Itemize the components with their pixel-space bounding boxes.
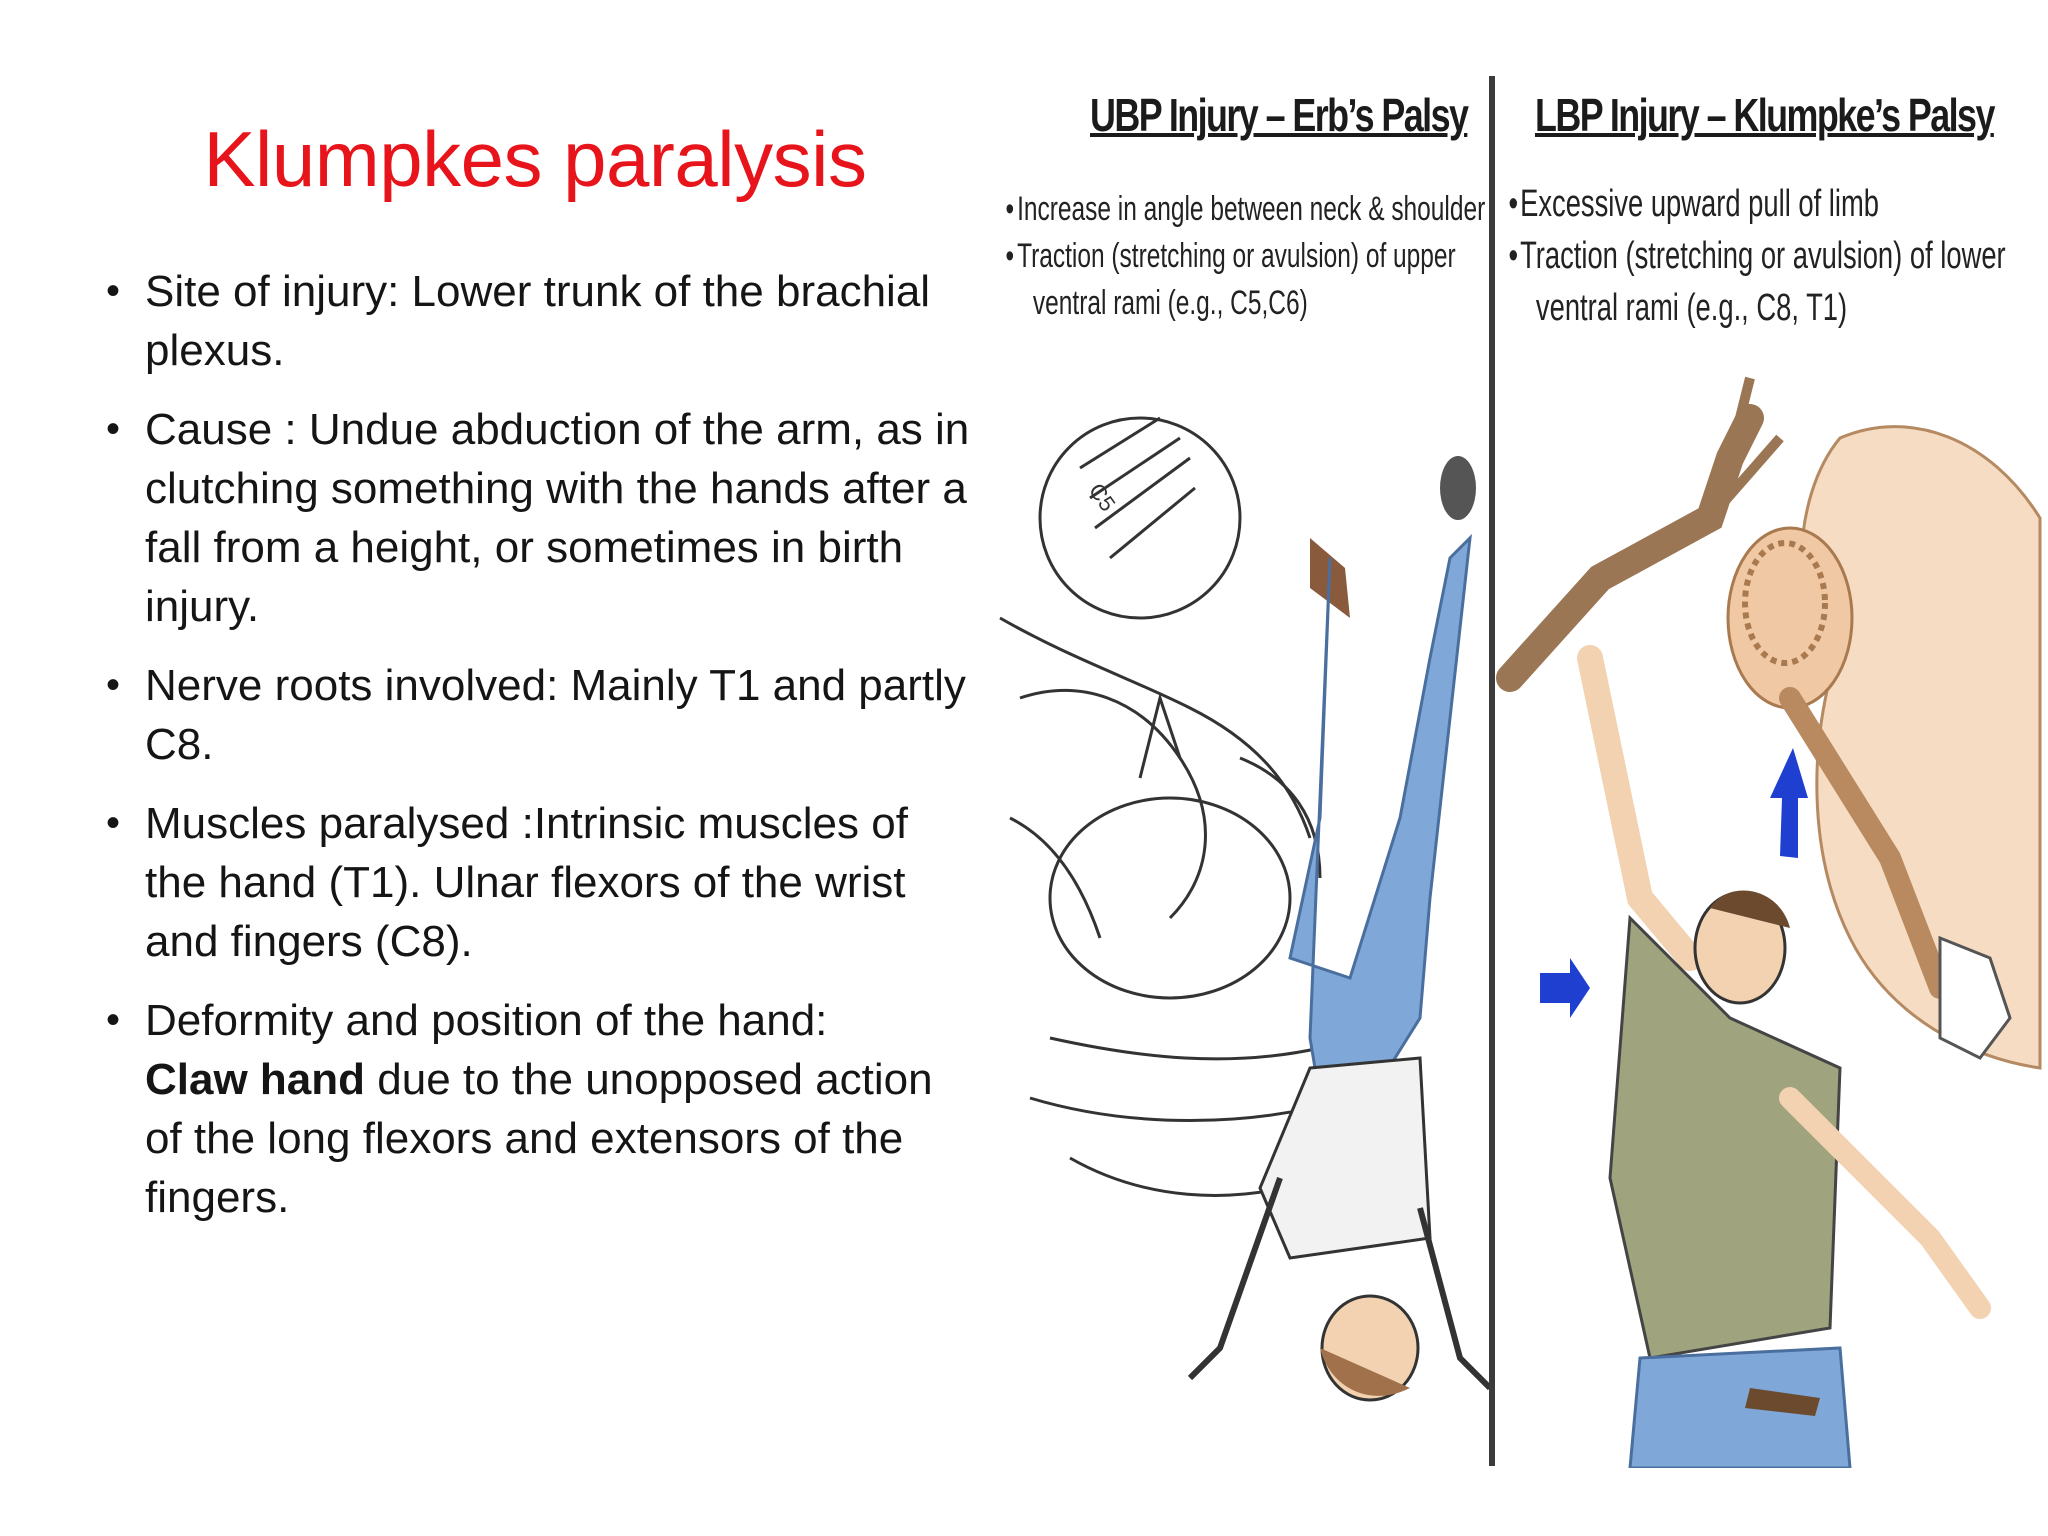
bullet-site-of-injury xyxy=(100,262,970,380)
erb-klumpke-figure xyxy=(990,58,2048,1468)
klumpke-point xyxy=(1510,230,2006,334)
claw-hand-term: Claw hand xyxy=(145,1055,366,1104)
klumpke-point-text: Excessive upward pull of limb xyxy=(1520,183,1879,225)
bullet-marker: • xyxy=(1005,237,1015,275)
panel-divider xyxy=(1489,76,1495,1466)
bullet-text: Deformity and position of the hand: xyxy=(145,996,828,1045)
bullet-deformity xyxy=(100,991,970,1227)
erb-point-text: Traction (stretching or avulsion) of upper xyxy=(1017,237,1456,275)
klumpke-point-text: Traction (stretching or avulsion) of lower xyxy=(1520,235,2006,277)
klumpke-palsy-heading: LBP Injury – Klumpke’s Palsy xyxy=(1535,89,1994,141)
bullet-muscles-paralysed xyxy=(100,794,970,971)
bullet-marker: • xyxy=(1508,235,1519,277)
slide-title: Klumpkes paralysis xyxy=(203,115,867,204)
erb-point xyxy=(1007,233,1485,327)
bullet-text: Muscles paralysed :Intrinsic muscles of the hand (T1). Ulnar flexors of the wrist and fingers (C8). xyxy=(145,799,908,966)
bullet-marker: • xyxy=(106,269,121,313)
klumpke-arrow-up xyxy=(1770,748,1808,858)
klumpke-palsy-points xyxy=(1510,178,2006,334)
erb-palsy-points xyxy=(1007,186,1485,327)
klumpke-point-text: ventral rami (e.g., C8, T1) xyxy=(1535,287,1848,329)
bullet-marker: • xyxy=(1005,190,1015,228)
bullet-nerve-roots xyxy=(100,656,970,774)
bullet-marker: • xyxy=(106,998,121,1042)
upside-down-man xyxy=(1190,456,1490,1400)
klumpke-arrow-right xyxy=(1540,958,1590,1018)
bullet-text: Nerve roots involved: Mainly T1 and partly C8. xyxy=(145,661,966,769)
bullet-text: due to the unopposed action of the long flexors and extensors of the fingers. xyxy=(145,1055,933,1222)
erb-point-text: ventral rami (e.g., C5,C6) xyxy=(1032,284,1308,322)
bullet-marker: • xyxy=(1508,183,1519,225)
c5-label: C5 xyxy=(1083,478,1121,516)
bullet-marker: • xyxy=(106,407,121,451)
bullet-list xyxy=(100,262,970,1247)
erb-point xyxy=(1007,186,1485,233)
bullet-marker: • xyxy=(106,801,121,845)
klumpke-point xyxy=(1510,178,2006,230)
bullet-text: Cause : Undue abduction of the arm, as in clutching something with the hands after a fall from a height, or sometimes in birth injury. xyxy=(145,405,970,631)
erb-point-text: Increase in angle between neck & shoulder xyxy=(1017,190,1486,228)
bullet-text: Site of injury: Lower trunk of the brachial plexus. xyxy=(145,267,931,375)
erb-palsy-heading: UBP Injury – Erb’s Palsy xyxy=(1090,89,1468,141)
bullet-marker: • xyxy=(106,663,121,707)
bullet-cause xyxy=(100,400,970,636)
